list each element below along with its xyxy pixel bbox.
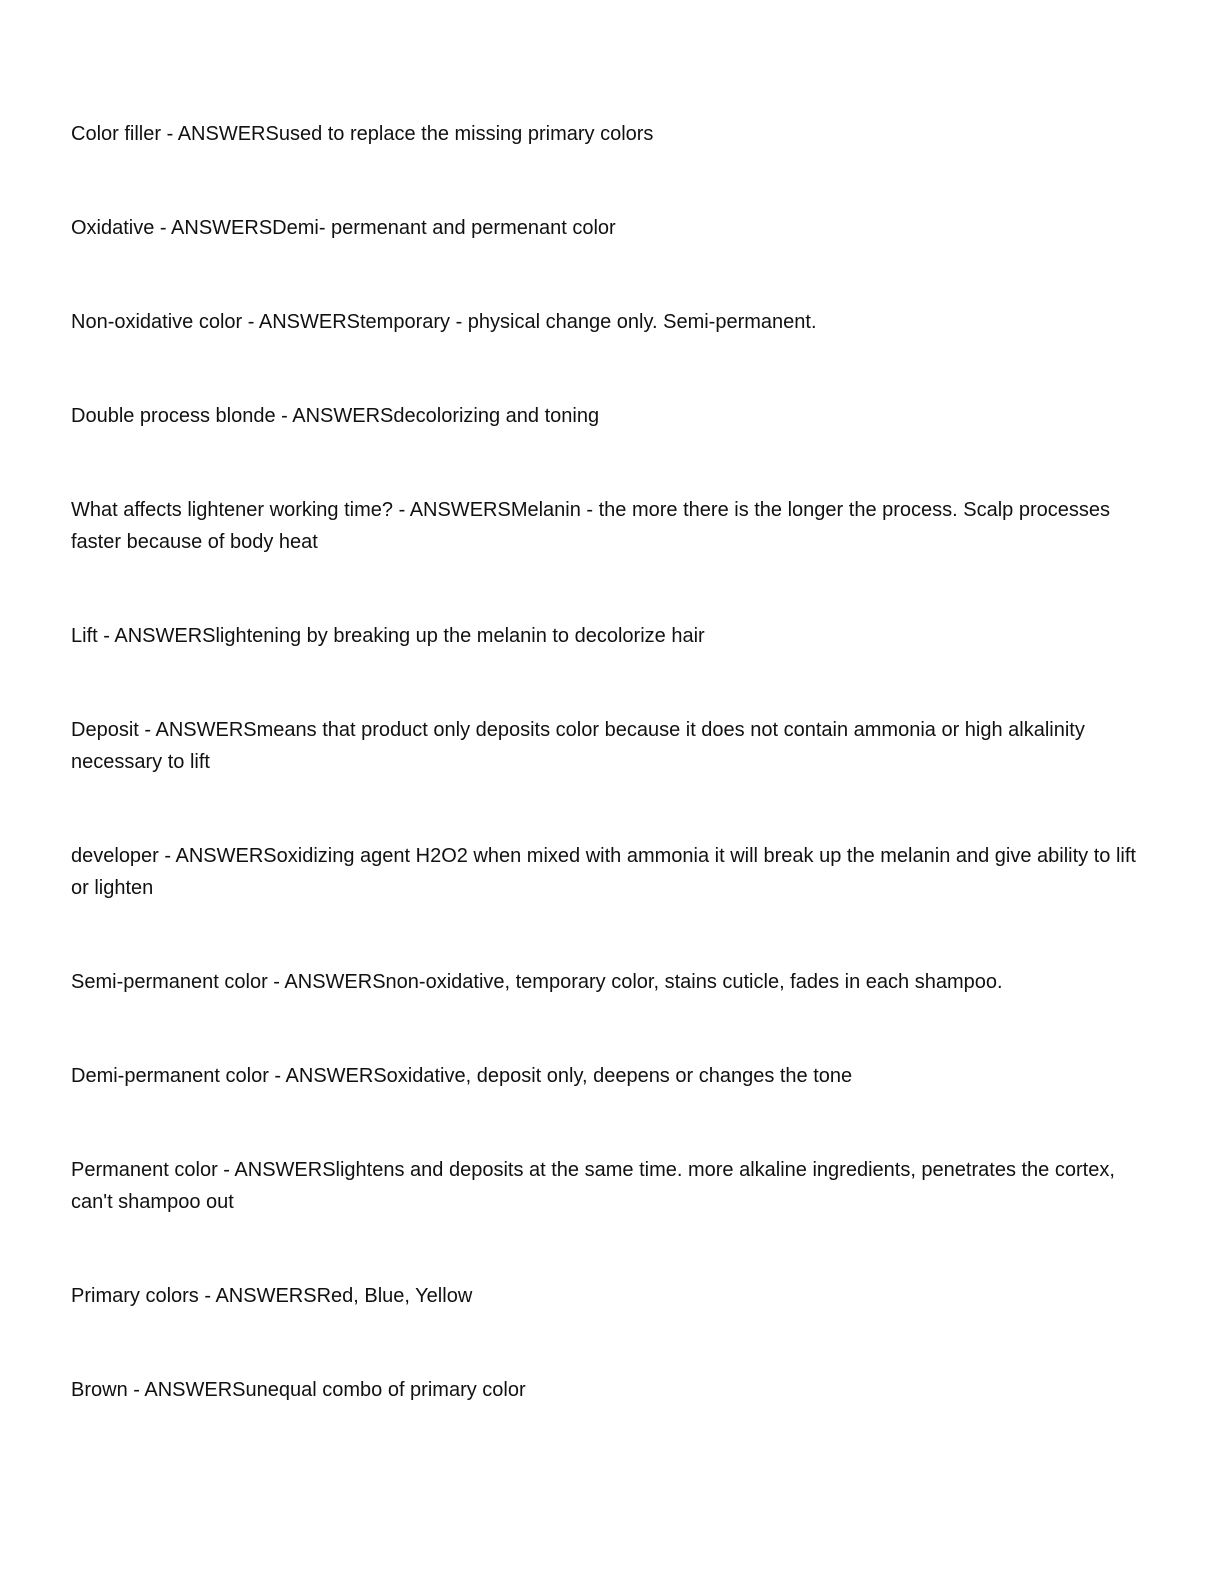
entry-answer: temporary - physical change only. Semi-permanent.	[360, 311, 817, 333]
entry-term: Color filler	[71, 123, 162, 145]
flashcard-entry	[71, 1374, 1151, 1406]
entry-separator: -	[161, 123, 178, 145]
flashcard-entry	[71, 400, 1151, 432]
flashcard-entry	[71, 1280, 1151, 1312]
answer-marker: ANSWERS	[234, 1159, 336, 1181]
entry-answer: lightening by breaking up the melanin to decolorize hair	[215, 625, 705, 647]
entry-answer: Demi- permenant and permenant color	[272, 217, 616, 239]
answer-marker: ANSWERS	[155, 719, 257, 741]
entry-answer: oxidative, deposit only, deepens or changes the tone	[386, 1065, 853, 1087]
entry-term: Oxidative	[71, 217, 155, 239]
flashcard-entry	[71, 306, 1151, 338]
answer-marker: ANSWERS	[258, 311, 360, 333]
entry-term: Brown	[71, 1379, 128, 1401]
entry-term: Double process blonde	[71, 405, 276, 427]
entry-answer: used to replace the missing primary colors	[278, 123, 654, 145]
entry-separator: -	[275, 405, 293, 427]
flashcard-entry	[71, 620, 1151, 652]
answer-marker: ANSWERS	[292, 405, 394, 427]
answer-marker: ANSWERS	[171, 217, 273, 239]
entry-separator: -	[127, 1379, 145, 1401]
entry-answer: means that product only deposits color because it does not contain ammonia or high alkalinity necessary to lift	[71, 719, 1085, 773]
flashcard-entry	[71, 1060, 1151, 1092]
entry-answer: Melanin - the more there is the longer the process. Scalp processes faster because of body heat	[71, 499, 1111, 553]
flashcard-entry	[71, 714, 1151, 778]
entry-term: Demi-permanent color	[71, 1065, 269, 1087]
flashcard-entry	[71, 1154, 1151, 1218]
entry-answer: unequal combo of primary color	[245, 1379, 526, 1401]
entry-separator: -	[97, 625, 115, 647]
entry-term: Permanent color	[71, 1159, 218, 1181]
answer-marker: ANSWERS	[177, 123, 279, 145]
flashcard-entry	[71, 118, 1151, 150]
flashcard-list	[71, 118, 1151, 1406]
entry-separator: -	[268, 1065, 286, 1087]
entry-separator: -	[138, 719, 156, 741]
entry-separator: -	[198, 1285, 216, 1307]
entry-answer: decolorizing and toning	[393, 405, 600, 427]
entry-separator: -	[393, 499, 410, 521]
entry-term: developer	[71, 845, 159, 867]
answer-marker: ANSWERS	[285, 1065, 387, 1087]
entry-answer: non-oxidative, temporary color, stains cuticle, fades in each shampoo.	[385, 971, 1003, 993]
entry-separator: -	[267, 971, 285, 993]
entry-term: Non-oxidative color	[71, 311, 243, 333]
entry-answer: Red, Blue, Yellow	[316, 1285, 473, 1307]
entry-term: Lift	[71, 625, 98, 647]
flashcard-entry	[71, 212, 1151, 244]
flashcard-entry	[71, 840, 1151, 904]
answer-marker: ANSWERS	[215, 1285, 317, 1307]
answer-marker: ANSWERS	[175, 845, 277, 867]
entry-separator: -	[242, 311, 259, 333]
entry-term: Semi-permanent color	[71, 971, 268, 993]
flashcard-entry	[71, 966, 1151, 998]
answer-marker: ANSWERS	[409, 499, 511, 521]
entry-separator: -	[154, 217, 172, 239]
answer-marker: ANSWERS	[144, 1379, 246, 1401]
entry-term: Deposit	[71, 719, 139, 741]
flashcard-entry	[71, 494, 1151, 558]
entry-separator: -	[217, 1159, 235, 1181]
entry-answer: lightens and deposits at the same time. more alkaline ingredients, penetrates the cortex, can't shampoo out	[71, 1159, 1115, 1213]
answer-marker: ANSWERS	[114, 625, 216, 647]
entry-term: What affects lightener working time?	[71, 499, 394, 521]
answer-marker: ANSWERS	[284, 971, 386, 993]
entry-term: Primary colors	[71, 1285, 199, 1307]
entry-separator: -	[158, 845, 176, 867]
entry-answer: oxidizing agent H2O2 when mixed with ammonia it will break up the melanin and give ability to lift or lighten	[71, 845, 1136, 899]
